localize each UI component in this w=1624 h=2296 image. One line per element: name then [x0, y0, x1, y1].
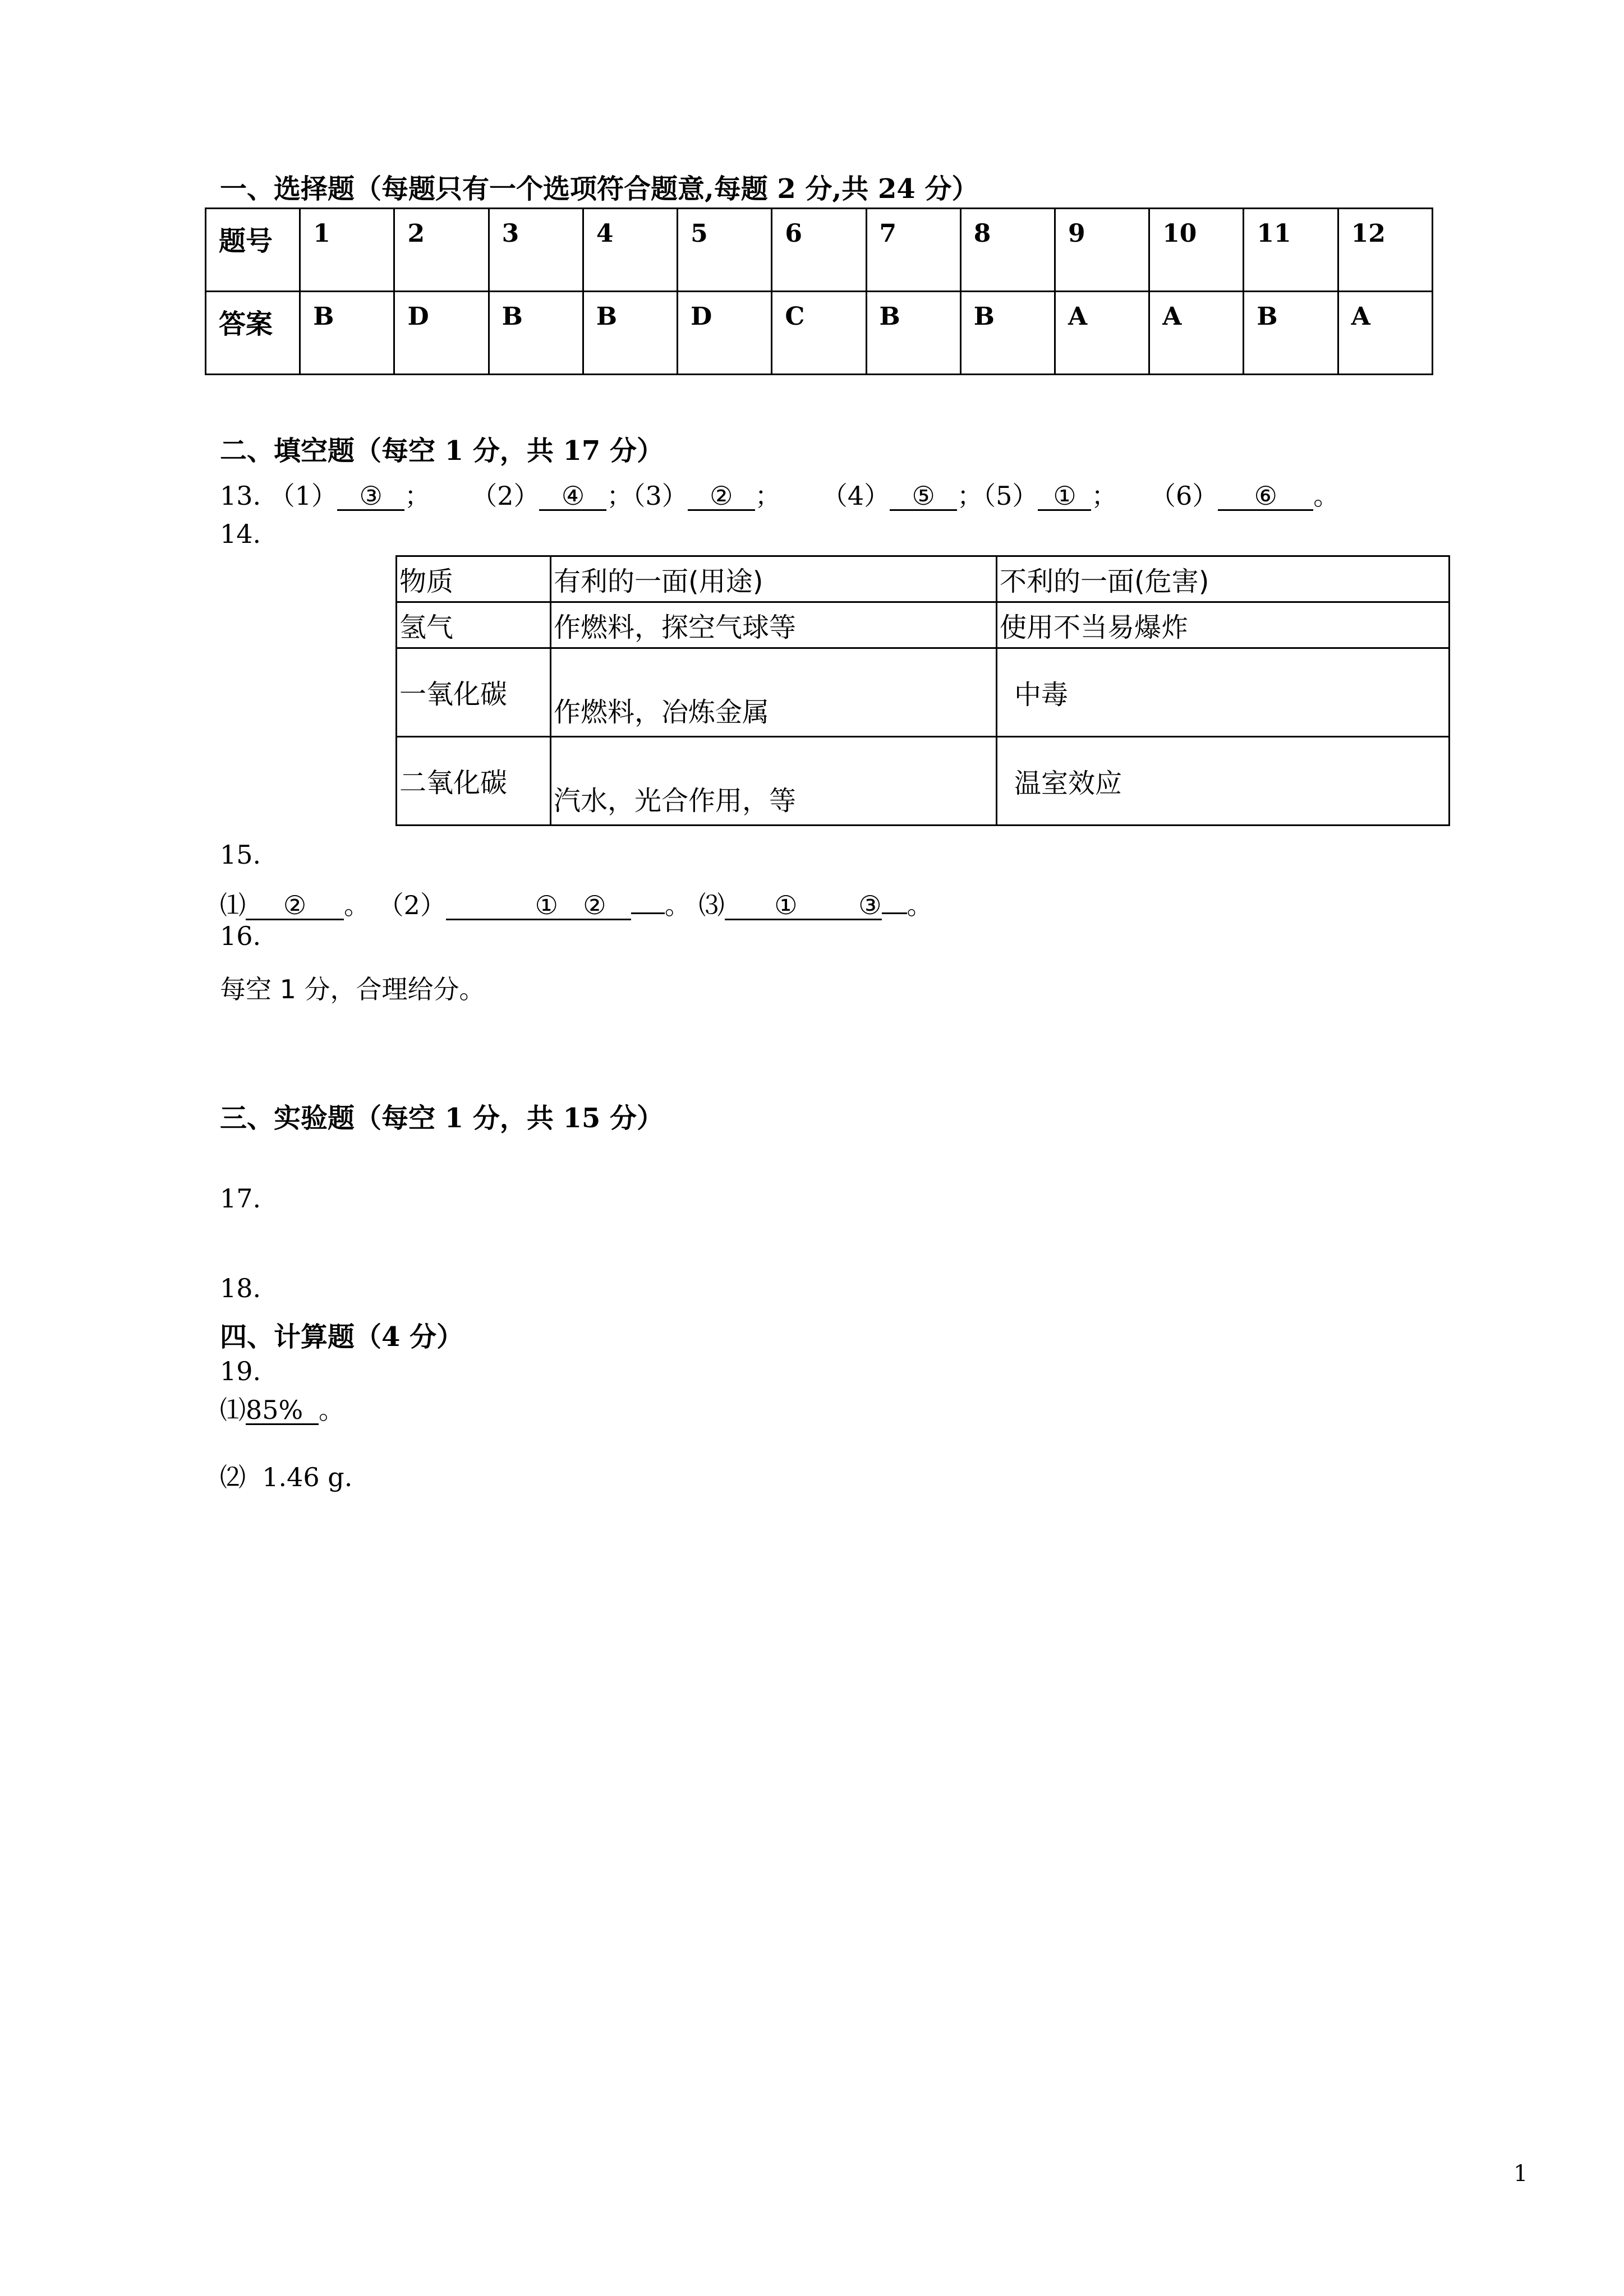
part-label: （6）: [1149, 481, 1218, 511]
row-label-answer: 答案: [206, 292, 300, 375]
question-17-number: 17.: [220, 1183, 261, 1214]
answer-cell: A: [1055, 292, 1149, 375]
answer-cell: D: [394, 292, 489, 375]
answer-blank: ③: [337, 482, 404, 511]
part-label: （3）: [632, 481, 688, 511]
section1-title: 一、选择题（每题只有一个选项符合题意,每题 2 分,共 24 分）: [220, 173, 979, 205]
question-number: 8: [960, 209, 1055, 292]
part-label: （2）: [471, 481, 540, 511]
answer-blank: ②: [246, 892, 344, 920]
punctuation: 。: [1313, 481, 1340, 511]
section3-title: 三、实验题（每空 1 分，共 15 分）: [220, 1103, 664, 1134]
answer-cell: D: [678, 292, 772, 375]
answer-cell: B: [489, 292, 583, 375]
question-19-number: 19.: [220, 1356, 261, 1386]
harm-cell: 温室效应: [997, 737, 1450, 826]
page-number: 1: [1513, 2161, 1528, 2187]
answer-blank: ④: [539, 482, 606, 511]
answer-blank: ①: [1038, 482, 1091, 511]
question-18-number: 18.: [220, 1273, 261, 1303]
answer-table: [205, 208, 1433, 375]
question-number: 7: [866, 209, 960, 292]
table-row: [397, 556, 1450, 602]
question-19-answer-2: [220, 1457, 352, 1494]
table-row: [206, 292, 1433, 375]
answer-blank: ⑥: [1218, 482, 1313, 511]
benefit-cell: 作燃料，冶炼金属: [551, 648, 997, 737]
answer-cell: C: [772, 292, 866, 375]
answer-cell: B: [583, 292, 677, 375]
answer-blank: ⑤: [890, 482, 957, 511]
substance-table: [395, 555, 1450, 826]
punctuation: 。: [344, 890, 370, 920]
punctuation: 。: [907, 890, 933, 920]
substance-cell: 一氧化碳: [397, 648, 551, 737]
answer-cell: B: [960, 292, 1055, 375]
question-number: 1: [300, 209, 394, 292]
answer-blank: ①: [446, 892, 558, 920]
harm-cell: 中毒: [997, 648, 1450, 737]
part-label: ⑵: [220, 1462, 246, 1492]
question-number: 11: [1244, 209, 1338, 292]
benefit-cell: 汽水，光合作用，等: [551, 737, 997, 826]
answer-cell: B: [300, 292, 394, 375]
answer-cell: B: [866, 292, 960, 375]
answer-cell: A: [1149, 292, 1244, 375]
section2-title: 二、填空题（每空 1 分，共 17 分）: [220, 435, 664, 467]
blank-line: [882, 912, 907, 914]
answer-blank: ①: [725, 892, 798, 920]
question-number: 4: [583, 209, 677, 292]
answer-blank: ②: [558, 892, 631, 920]
harm-cell: 使用不当易爆炸: [997, 602, 1450, 648]
part-label: （1）: [269, 481, 338, 511]
row-label-number: 题号: [206, 209, 300, 292]
table-row: [206, 209, 1433, 292]
question-16-note: 每空 1 分，合理给分。: [220, 974, 485, 1004]
table-row: [397, 602, 1450, 648]
part-label: （4）: [821, 481, 890, 511]
answer-blank: 85%: [246, 1396, 319, 1425]
blank-line: [631, 912, 665, 914]
header-benefit: 有利的一面(用途): [551, 556, 997, 602]
question-number: 6: [772, 209, 866, 292]
answer-cell: A: [1338, 292, 1432, 375]
question-19-answer-1: [220, 1390, 344, 1427]
part-label: （5）: [983, 481, 1038, 511]
answer-cell: B: [1244, 292, 1338, 375]
question-number: 9: [1055, 209, 1149, 292]
question-number: 12: [1338, 209, 1432, 292]
punctuation: 。: [664, 890, 691, 920]
answer-value: 1.46 g.: [262, 1462, 353, 1492]
header-harm: 不利的一面(危害): [997, 556, 1450, 602]
punctuation: 。: [319, 1395, 344, 1425]
question-number: 10: [1149, 209, 1244, 292]
question-16-number: 16.: [220, 921, 261, 951]
question-number: 3: [489, 209, 583, 292]
question-number: 5: [678, 209, 772, 292]
section4-title: 四、计算题（4 分）: [220, 1321, 464, 1353]
question-15-answers: [220, 885, 933, 922]
benefit-cell: 作燃料，探空气球等: [551, 602, 997, 648]
part-label: ⑴: [220, 1395, 246, 1425]
part-label: ⑶: [698, 890, 725, 920]
question-number: 13.: [220, 481, 261, 511]
question-13: 13. （1） ③ ； （2） ④ ；（3） ② ； （4） ⑤ ；（5） ① ； （6） ⑥ 。: [220, 481, 1340, 511]
question-15-number: 15.: [220, 840, 261, 870]
header-substance: 物质: [397, 556, 551, 602]
answer-blank: ②: [688, 482, 755, 511]
table-row: [397, 737, 1450, 826]
question-14-number: 14.: [220, 519, 261, 549]
part-label: （2）: [378, 890, 446, 920]
table-row: [397, 648, 1450, 737]
part-label: ⑴: [220, 890, 246, 920]
substance-cell: 二氧化碳: [397, 737, 551, 826]
answer-blank: ③: [798, 892, 882, 920]
question-number: 2: [394, 209, 489, 292]
substance-cell: 氢气: [397, 602, 551, 648]
